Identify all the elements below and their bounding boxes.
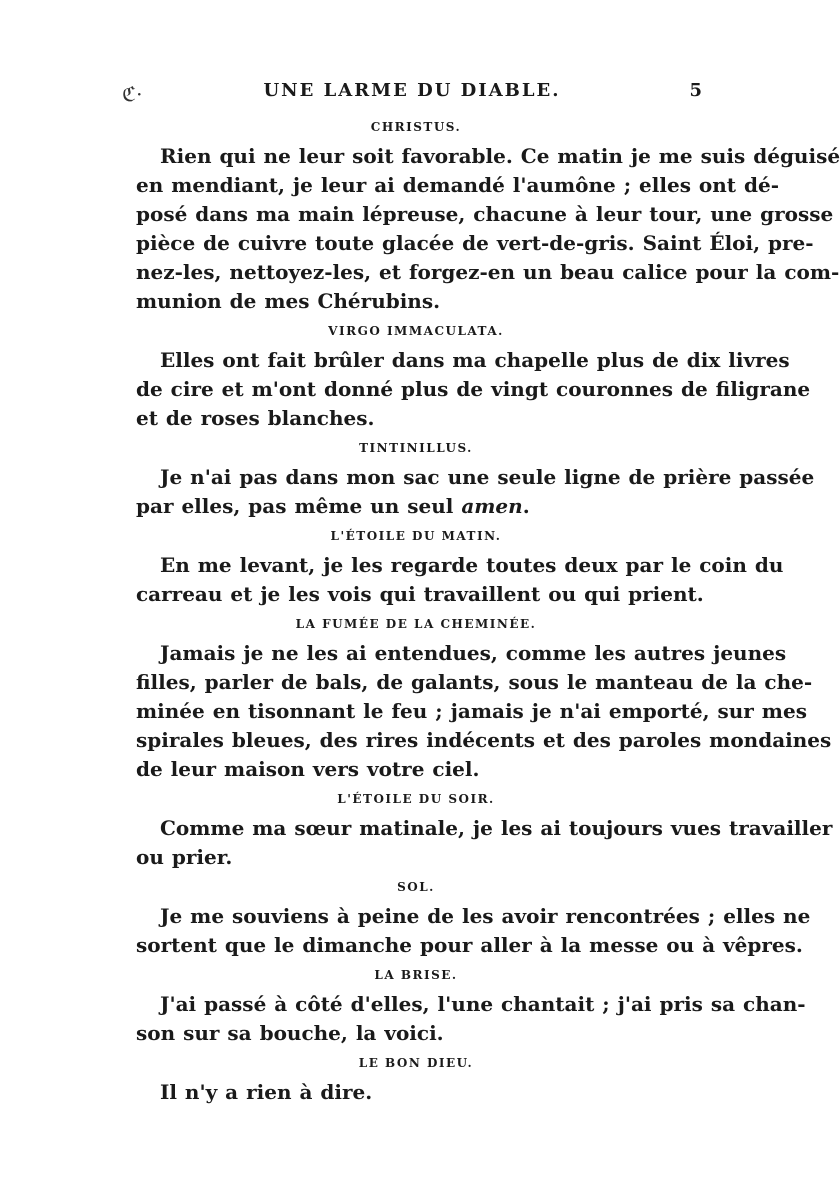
running-title: UNE LARME DU DIABLE. <box>263 80 561 101</box>
text-line: spirales bleues, des rires indécents et des paroles mondaines <box>136 728 832 752</box>
speech-paragraph <box>136 902 811 960</box>
text-line: nez-les, nettoyez-les, et forgez-en un beau calice pour la com- <box>136 260 840 284</box>
text-line: carreau et je les vois qui travaillent ou qui prient. <box>136 582 704 606</box>
speaker-name: TINTINILLUS. <box>359 441 473 455</box>
text-line: sortent que le dimanche pour aller à la messe ou à vêpres. <box>136 933 803 957</box>
text-line: Rien qui ne leur soit favorable. Ce matin je me suis déguisé <box>160 144 840 168</box>
text-line: En me levant, je les regarde toutes deux par le coin du <box>160 553 784 577</box>
text-line: J'ai passé à côté d'elles, l'une chantait ; j'ai pris sa chan- <box>160 992 806 1016</box>
text-line: pièce de cuivre toute glacée de vert-de-gris. Saint Éloi, pre- <box>136 231 814 255</box>
page-number: 5 <box>689 80 702 101</box>
speaker-name: LE BON DIEU. <box>358 1056 474 1070</box>
speech-paragraph <box>136 990 806 1048</box>
speaker-name: SOL. <box>397 880 435 894</box>
speech-paragraph <box>136 551 784 609</box>
text-line: posé dans ma main lépreuse, chacune à leur tour, une grosse <box>136 202 834 226</box>
page-mark: ℭ· <box>122 82 143 106</box>
text-line: Comme ma sœur matinale, je les ai toujours vues travailler <box>160 816 833 840</box>
speaker-name: L'ÉTOILE DU MATIN. <box>330 529 502 543</box>
text-line: Jamais je ne les ai entendues, comme les autres jeunes <box>160 641 787 665</box>
speaker-name: L'ÉTOILE DU SOIR. <box>337 792 495 806</box>
text-line: Je n'ai pas dans mon sac une seule ligne de prière passée <box>160 465 815 489</box>
text-line: en mendiant, je leur ai demandé l'aumône ; elles ont dé- <box>136 173 780 197</box>
speech-paragraph <box>136 814 833 872</box>
speech-paragraph <box>136 346 811 433</box>
text-line: Je me souviens à peine de les avoir rencontrées ; elles ne <box>160 904 811 928</box>
text-line: filles, parler de bals, de galants, sous le manteau de la che- <box>136 670 813 694</box>
text-line: de leur maison vers votre ciel. <box>136 757 480 781</box>
text-line: minée en tisonnant le feu ; jamais je n'ai emporté, sur mes <box>136 699 807 723</box>
text-line: munion de mes Chérubins. <box>136 289 441 313</box>
speech-paragraph <box>136 463 815 521</box>
speaker-name: CHRISTUS. <box>370 120 462 134</box>
speech-paragraph <box>136 142 840 316</box>
speaker-name: LA BRISE. <box>374 968 458 982</box>
text-line: par elles, pas même un seul amen. <box>136 494 530 518</box>
text-line: et de roses blanches. <box>136 406 375 430</box>
running-header <box>122 80 702 110</box>
text-line: de cire et m'ont donné plus de vingt couronnes de filigrane <box>136 377 811 401</box>
text-line: Elles ont fait brûler dans ma chapelle plus de dix livres <box>160 348 790 372</box>
speaker-name: VIRGO IMMACULATA. <box>328 324 504 338</box>
text-line: ou prier. <box>136 845 233 869</box>
text-line: son sur sa bouche, la voici. <box>136 1021 444 1045</box>
text-line: Il n'y a rien à dire. <box>160 1080 373 1104</box>
speaker-name: LA FUMÉE DE LA CHEMINÉE. <box>295 617 537 631</box>
speech-paragraph <box>136 639 832 784</box>
speech-paragraph <box>136 1078 696 1107</box>
dialogue-body <box>136 112 840 1107</box>
